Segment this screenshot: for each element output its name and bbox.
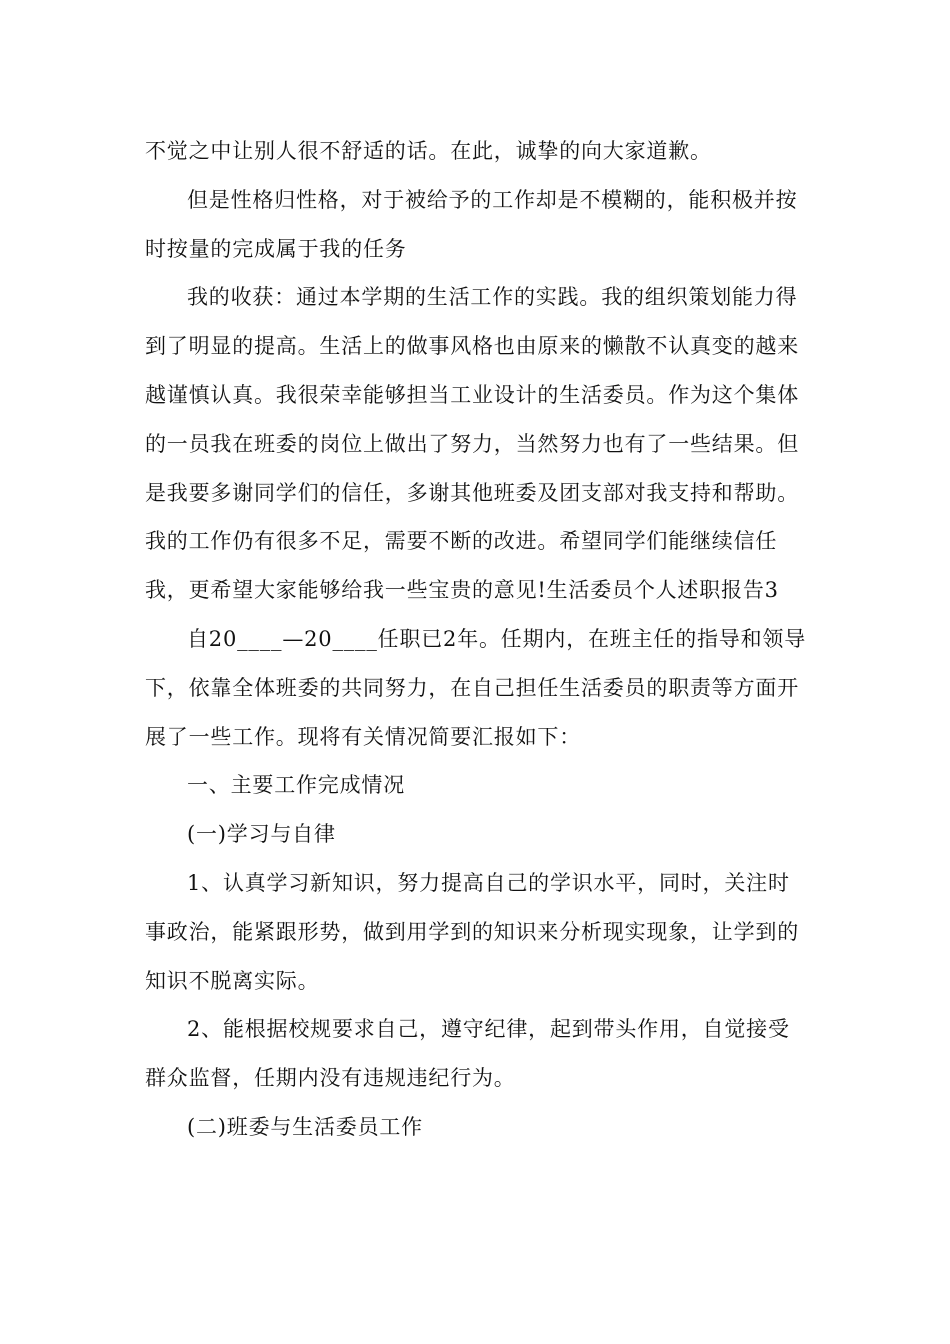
paragraph-personality: 但是性格归性格，对于被给予的工作却是不模糊的，能积极并按时按量的完成属于我的任务	[145, 187, 798, 261]
paragraph-apology: 不觉之中让别人很不舒适的话。在此，诚挚的向大家道歉。	[145, 139, 712, 163]
subsection-heading-study: (一)学习与自律	[187, 822, 336, 847]
paragraph-gains: 我的收获：通过本学期的生活工作的实践。我的组织策划能力得到了明显的提高。生活上的做事风格也由原来的懒散不认真变的越来越谨慎认真。我很荣幸能够担当工业设计的生活委员。作为这个集体的一员我在班委的岗位上做出了努力，当然努力也有了一些结果。但是我要多谢同学们的信任，多谢其他班委及团支部对我支持和帮助。我的工作仍有很多不足，需要不断的改进。希望同学们能继续信任我，更希望大家能够给我一些宝贵的意见!生活委员个人述职报告3	[145, 285, 799, 603]
list-item-study-2: 2、能根据校规要求自己，遵守纪律，起到带头作用，自觉接受群众监督，任期内没有违规违纪行为。	[145, 1017, 790, 1091]
list-item-study-1: 1、认真学习新知识，努力提高自己的学识水平，同时，关注时事政治，能紧跟形势，做到用学到的知识来分析现实现象，让学到的知识不脱离实际。	[145, 870, 799, 993]
section-heading-main-work: 一、主要工作完成情况	[187, 773, 405, 798]
subsection-heading-committee-work: (二)班委与生活委员工作	[187, 1114, 423, 1139]
document-body	[145, 127, 810, 1152]
paragraph-term-intro: 自20____—20____任职已2年。任期内，在班主任的指导和领导下，依靠全体班委的共同努力，在自己担任生活委员的职责等方面开展了一些工作。现将有关情况简要汇报如下：	[145, 626, 807, 749]
